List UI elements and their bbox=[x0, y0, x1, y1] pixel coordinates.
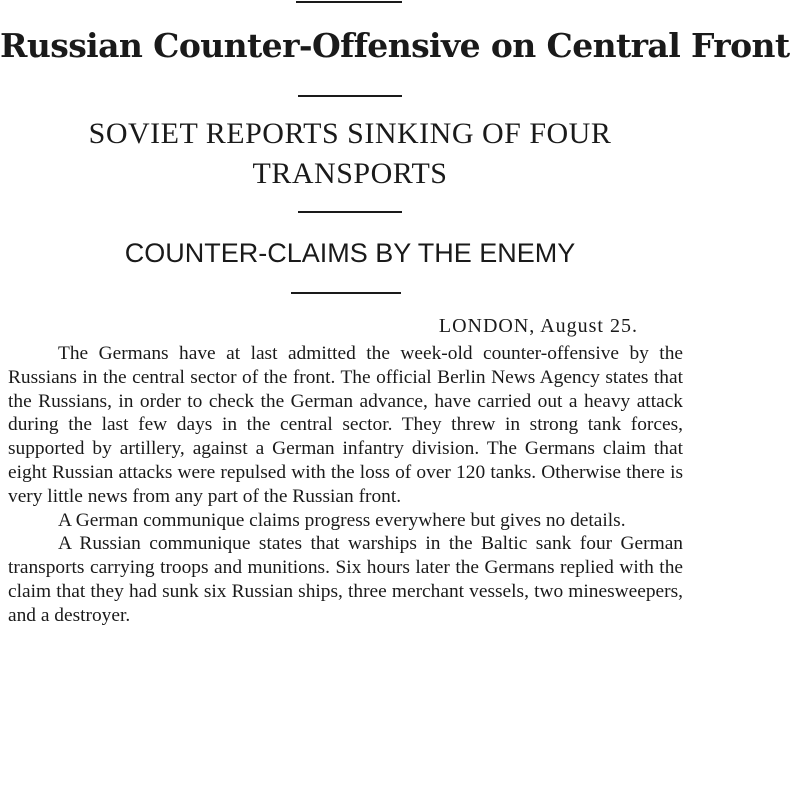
rule-below-subheadline bbox=[298, 211, 402, 213]
article-body bbox=[8, 342, 683, 628]
top-rule bbox=[296, 1, 402, 3]
headline: Russian Counter-Offensive on Central Front bbox=[0, 26, 790, 65]
dateline: LONDON, August 25. bbox=[438, 315, 638, 337]
subheadline: SOVIET REPORTS SINKING OF FOUR TRANSPORTS bbox=[88, 117, 612, 190]
rule-below-secondary-subheadline bbox=[291, 292, 401, 294]
rule-below-headline bbox=[298, 95, 402, 97]
secondary-subheadline: COUNTER-CLAIMS BY THE ENEMY bbox=[124, 238, 576, 268]
paragraph: A German communique claims progress everywhere but gives no details. bbox=[58, 509, 626, 531]
paragraph: A Russian communique states that warships in the Baltic sank four German transports carrying troops and munitions. Six hours later the Germans replied with the claim that they had sunk six Russian ships, three merchant vessels, two minesweepers, and a destroyer. bbox=[8, 533, 683, 626]
paragraph: The Germans have at last admitted the week-old counter-offensive by the Russians in the central sector of the front. The official Berlin News Agency states that the Russians, in order to check the German advance, have carried out a heavy attack during the last few days in the central sector. They threw in strong tank forces, supported by artillery, against a German infantry division. The Germans claim that eight Russian attacks were repulsed with the loss of over 120 tanks. Otherwise there is very little news from any part of the Russian front. bbox=[8, 343, 683, 507]
